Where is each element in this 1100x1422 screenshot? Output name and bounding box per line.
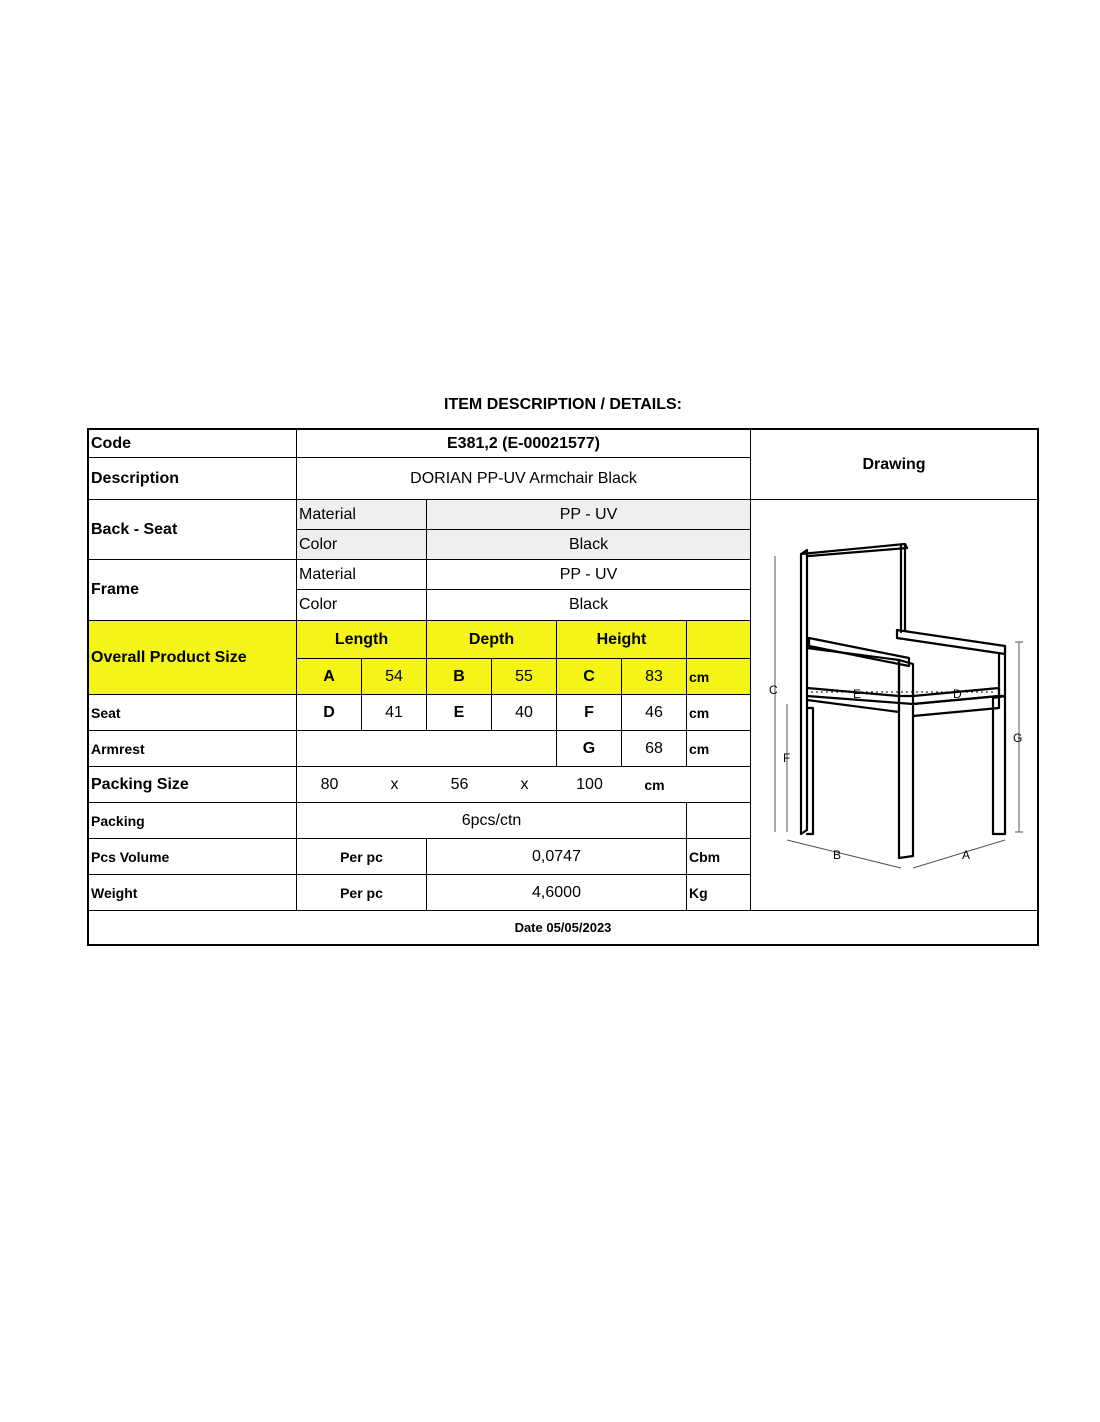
packing-size-unit: cm	[644, 777, 665, 793]
frame-color: Black	[427, 590, 751, 621]
value-g: 68	[622, 731, 687, 767]
weight-unit: Kg	[687, 875, 751, 911]
back-right-post	[901, 544, 905, 632]
dimension-a-line	[913, 840, 1005, 868]
value-e: 40	[492, 695, 557, 731]
back-top-rail	[801, 544, 907, 556]
back-left-post	[801, 550, 807, 834]
overall-unit: cm	[687, 659, 751, 695]
height-header: Height	[557, 621, 687, 659]
letter-g: G	[557, 731, 622, 767]
armrest-unit: cm	[687, 731, 751, 767]
description-value: DORIAN PP-UV Armchair Black	[297, 458, 751, 500]
dim-letter-e: E	[853, 687, 862, 701]
back-seat-label: Back - Seat	[89, 500, 297, 560]
dim-letter-a: A	[962, 848, 971, 862]
length-header: Length	[297, 621, 427, 659]
dimension-b-line	[787, 840, 901, 868]
value-b: 55	[492, 659, 557, 695]
seat-label: Seat	[89, 695, 297, 731]
packing-value: 6pcs/ctn	[297, 803, 687, 839]
packing-unit-blank	[687, 803, 751, 839]
armrest-label: Armrest	[89, 731, 297, 767]
overall-unit-header	[687, 621, 751, 659]
weight-per: Per pc	[297, 875, 427, 911]
left-armrest	[809, 638, 909, 666]
letter-d: D	[297, 695, 362, 731]
value-d: 41	[362, 695, 427, 731]
packing-size-length: 80	[320, 776, 339, 793]
weight-value: 4,6000	[427, 875, 687, 911]
letter-e: E	[427, 695, 492, 731]
front-right-leg	[993, 696, 1005, 834]
weight-label: Weight	[89, 875, 297, 911]
description-label: Description	[89, 458, 297, 500]
back-seat-material: PP - UV	[427, 500, 751, 530]
packing-size-depth: 56	[450, 776, 469, 793]
seat-panel	[807, 688, 999, 704]
chair-line-drawing	[749, 498, 1037, 908]
right-armrest	[897, 630, 1005, 654]
armrest-blank	[297, 731, 557, 767]
back-seat-color: Black	[427, 530, 751, 560]
letter-a: A	[297, 659, 362, 695]
value-c: 83	[622, 659, 687, 695]
pcs-volume-unit: Cbm	[687, 839, 751, 875]
pcs-volume-per: Per pc	[297, 839, 427, 875]
front-left-post	[899, 660, 913, 858]
letter-c: C	[557, 659, 622, 695]
letter-b: B	[427, 659, 492, 695]
back-seat-material-label: Material	[297, 500, 427, 530]
packing-size-x2: x	[520, 776, 529, 793]
packing-size-height: 100	[576, 776, 603, 793]
code-value: E381,2 (E-00021577)	[297, 430, 751, 458]
back-seat-color-label: Color	[297, 530, 427, 560]
dim-letter-c: C	[769, 683, 778, 697]
page-title: ITEM DESCRIPTION / DETAILS:	[444, 396, 682, 413]
date-footer: Date 05/05/2023	[514, 920, 612, 935]
packing-size-label: Packing Size	[89, 767, 297, 803]
code-label: Code	[89, 430, 297, 458]
dim-letter-f: F	[783, 751, 791, 765]
overall-size-label: Overall Product Size	[89, 621, 297, 695]
seat-unit: cm	[687, 695, 751, 731]
value-f: 46	[622, 695, 687, 731]
frame-material-label: Material	[297, 560, 427, 590]
frame-label: Frame	[89, 560, 297, 621]
packing-label: Packing	[89, 803, 297, 839]
pcs-volume-value: 0,0747	[427, 839, 687, 875]
packing-size-x1: x	[390, 776, 399, 793]
drawing-header: Drawing	[751, 430, 1037, 500]
depth-header: Depth	[427, 621, 557, 659]
value-a: 54	[362, 659, 427, 695]
pcs-volume-label: Pcs Volume	[89, 839, 297, 875]
frame-material: PP - UV	[427, 560, 751, 590]
dim-letter-d: D	[953, 687, 962, 701]
dim-letter-b: B	[833, 848, 842, 862]
letter-f: F	[557, 695, 622, 731]
frame-color-label: Color	[297, 590, 427, 621]
dim-letter-g: G	[1013, 731, 1023, 745]
